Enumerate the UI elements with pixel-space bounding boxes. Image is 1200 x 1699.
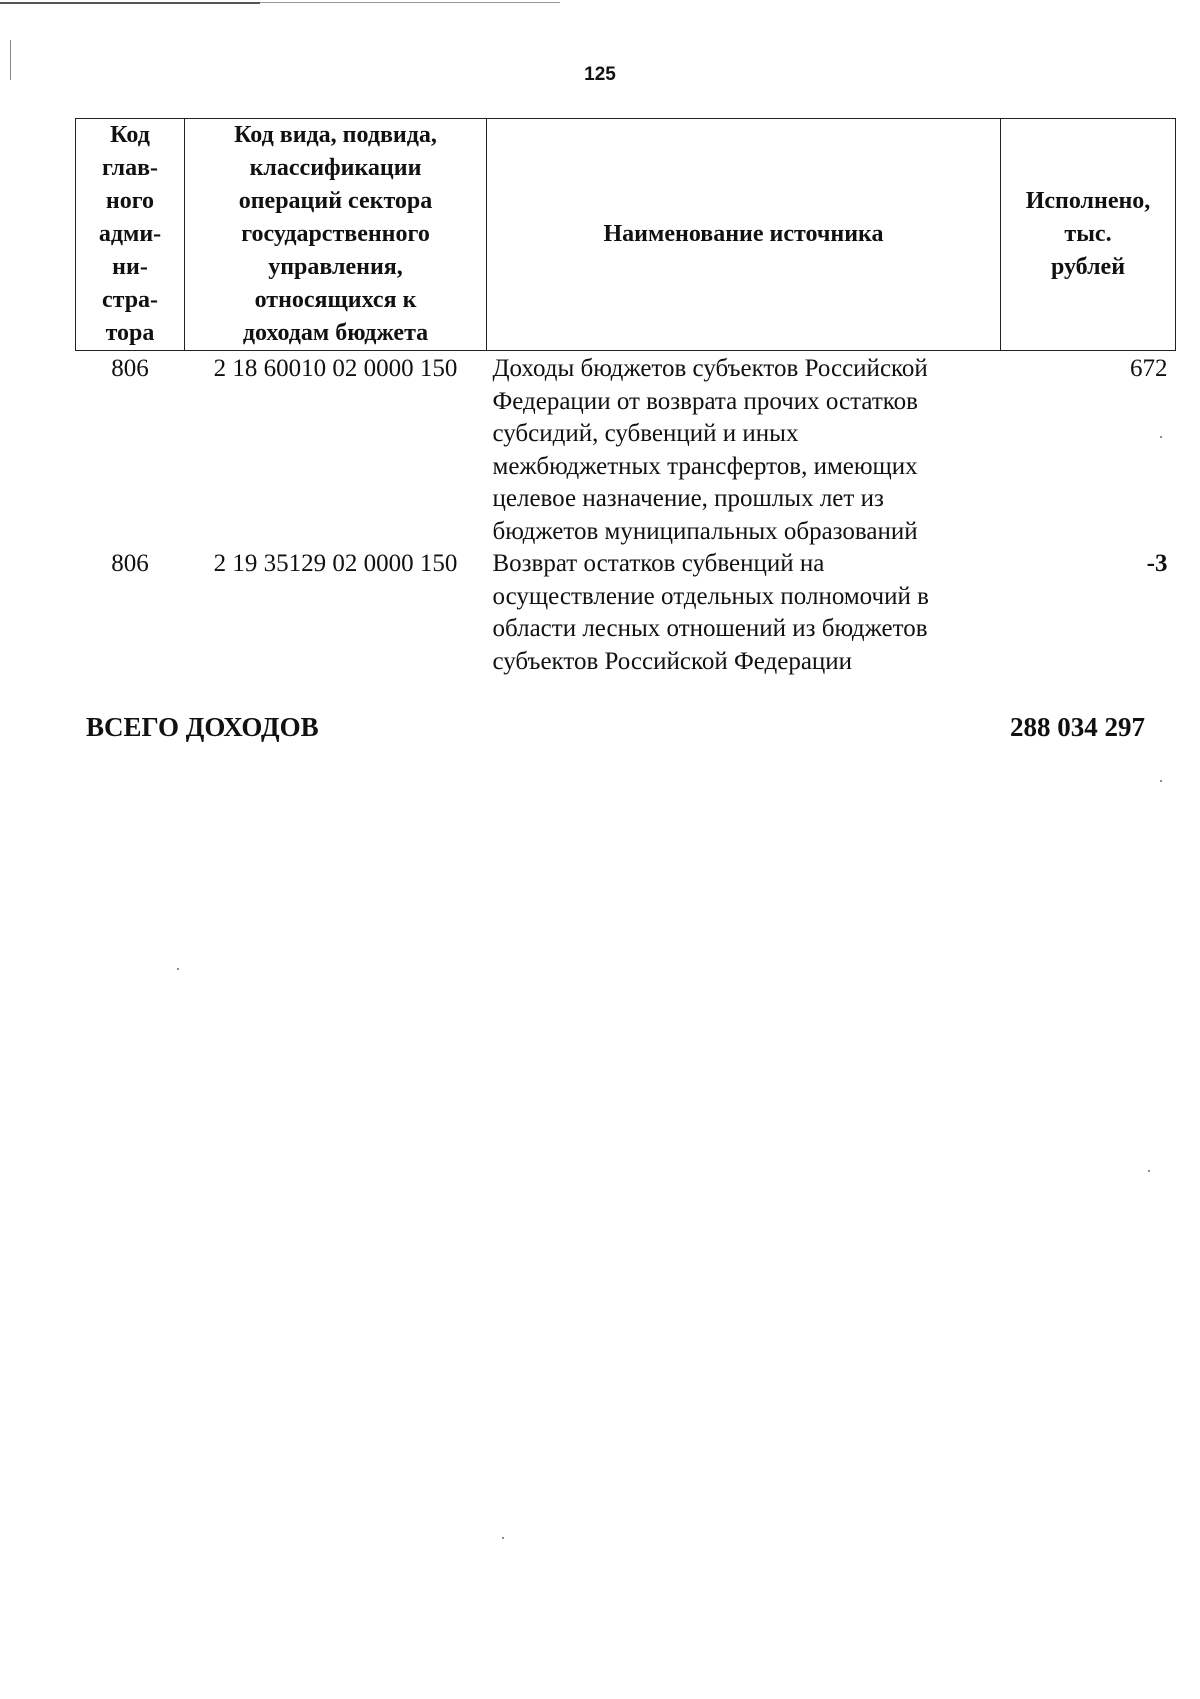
classification-code-cell: 2 18 60010 02 0000 150 (213, 355, 458, 382)
page-number: 125 (584, 64, 616, 85)
total-revenue-value: 288 034 297 (1010, 712, 1145, 742)
table-row (76, 351, 1176, 549)
scan-speck (1160, 436, 1162, 438)
table-row (76, 548, 1176, 678)
scan-speck (502, 1537, 504, 1539)
scan-speck (1160, 780, 1162, 782)
header-classification-code: Код вида, подвида, классификации операций сектора государственного управления, относящихся к доходам бюджета (185, 119, 487, 351)
total-revenue-label: ВСЕГО ДОХОДОВ (86, 712, 319, 742)
revenue-table (75, 118, 1176, 678)
executed-amount-cell: -3 (1146, 550, 1168, 577)
admin-code-cell: 806 (111, 355, 149, 382)
scan-artifact-top-left (0, 2, 260, 4)
scan-artifact-top-middle (260, 2, 560, 3)
header-executed-amount: Исполнено, тыс. рублей (1001, 119, 1176, 351)
scan-speck (177, 968, 179, 970)
table-header-row (76, 119, 1176, 351)
header-source-name: Наименование источника (487, 119, 1001, 351)
source-name-cell: Доходы бюджетов субъектов Российской Федерации от возврата прочих остатков субсидий, субвенций и иных межбюджетных трансфертов, имеющих целевое назначение, прошлых лет из бюджетов муниципальных образований (492, 355, 928, 545)
admin-code-cell: 806 (111, 550, 149, 577)
scan-speck (1148, 1170, 1150, 1172)
source-name-cell: Возврат остатков субвенций на осуществление отдельных полномочий в области лесных отношений из бюджетов субъектов Российской Федерации (492, 550, 929, 675)
executed-amount-cell: 672 (1130, 355, 1168, 382)
header-admin-code: Код глав- ного адми- ни- стра- тора (76, 119, 185, 351)
classification-code-cell: 2 19 35129 02 0000 150 (213, 550, 458, 577)
